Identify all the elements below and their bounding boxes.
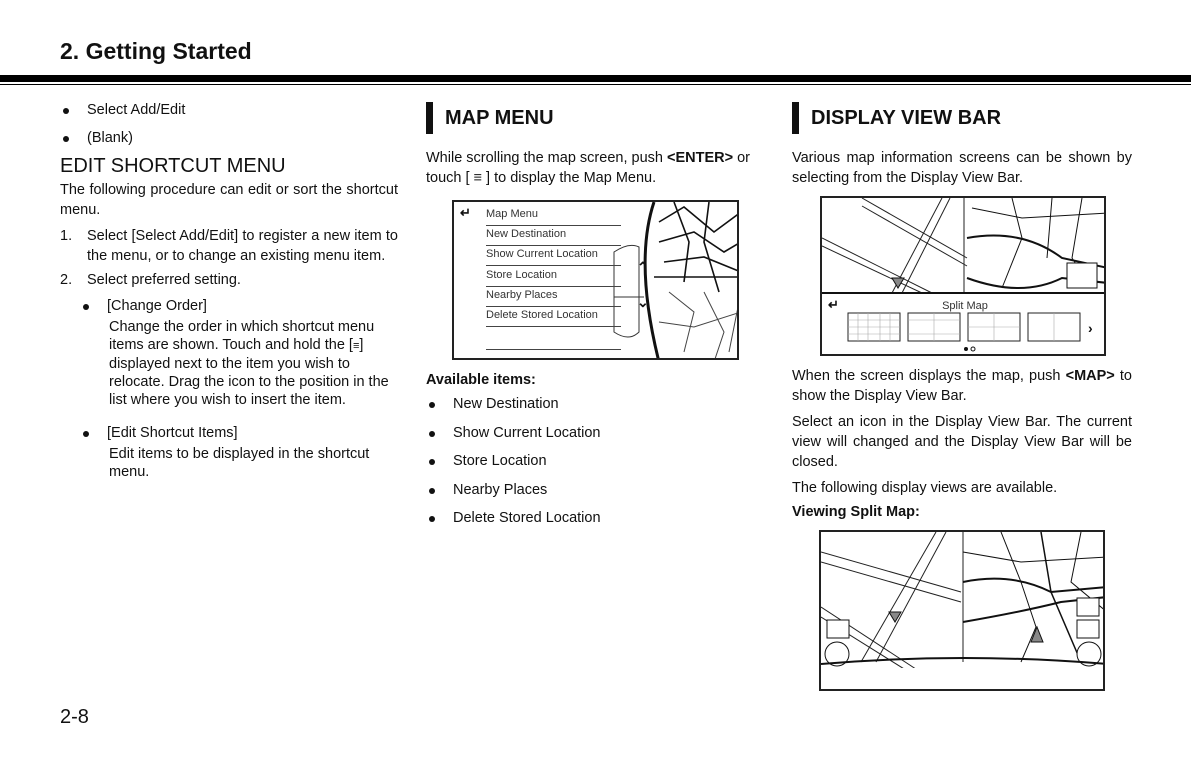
list-item: Delete Stored Location xyxy=(426,508,766,528)
page-number: 2-8 xyxy=(60,706,89,728)
section-title xyxy=(792,102,1132,134)
list-item: Select Add/Edit xyxy=(60,100,398,120)
list-handle-icon: ≡ xyxy=(352,340,360,352)
desc-text: Change the order in which shortcut menu items are shown. Touch and hold the [ xyxy=(109,319,375,353)
list-item: Nearby Places xyxy=(426,480,766,500)
header-rule xyxy=(0,75,1191,82)
paragraph xyxy=(792,366,1132,406)
split-map-screen xyxy=(819,530,1105,691)
title-marker xyxy=(426,102,433,134)
key-label: <ENTER> xyxy=(666,150,734,166)
middle-column xyxy=(426,100,766,536)
right-column xyxy=(792,100,1132,691)
step xyxy=(60,270,398,290)
bar-title: Split Map xyxy=(942,300,988,312)
menu-item: Delete Stored Location xyxy=(486,306,621,327)
back-icon: ↵ xyxy=(460,205,471,220)
paragraph: The following display views are available. xyxy=(792,480,1058,496)
menu-item: Store Location xyxy=(486,266,621,287)
intro-text: The following procedure can edit or sort the shortcut menu. xyxy=(60,182,398,218)
map-menu-screen xyxy=(452,200,739,360)
option-desc xyxy=(109,318,398,409)
list-item: Store Location xyxy=(426,451,766,471)
t: to show the Display View Bar. xyxy=(792,368,1132,404)
next-icon: › xyxy=(1088,320,1093,336)
step-number: 2. xyxy=(60,272,73,288)
menu-item-empty xyxy=(486,330,621,350)
sub-heading: Viewing Split Map: xyxy=(792,504,920,520)
t: ] to display the Map Menu. xyxy=(482,170,657,186)
menu-item: New Destination xyxy=(486,225,621,246)
display-view-bar-screen xyxy=(820,196,1106,356)
left-column xyxy=(60,100,398,493)
available-label: Available items: xyxy=(426,372,536,388)
t: While scrolling the map screen, push xyxy=(426,150,667,166)
page-header-title: 2. Getting Started xyxy=(60,38,252,64)
option-desc: Edit items to be displayed in the shortcut menu. xyxy=(109,446,370,480)
paragraph: Select an icon in the Display View Bar. The current view will changed and the Display View Bar will be closed. xyxy=(792,414,1132,470)
menu-icon: ≡ xyxy=(473,170,483,186)
menu-item: Show Current Location xyxy=(486,245,621,266)
section-title xyxy=(426,102,766,134)
intro-text xyxy=(426,148,766,188)
list-item: Show Current Location xyxy=(426,423,766,443)
split-map xyxy=(821,532,1105,691)
title-text: MAP MENU xyxy=(445,107,554,129)
intro-text: Various map information screens can be shown by selecting from the Display View Bar. xyxy=(792,150,1132,186)
list-item: New Destination xyxy=(426,394,766,414)
screen-title: Map Menu xyxy=(486,205,621,226)
title-marker xyxy=(792,102,799,134)
split-map xyxy=(822,198,1106,356)
t: When the screen displays the map, push xyxy=(792,368,1066,384)
desc-text: ] displayed next to the item you wish to relocate. Drag the icon to the position in the list where you wish to insert the item. xyxy=(109,337,389,408)
step xyxy=(60,226,398,266)
list-item: (Blank) xyxy=(60,128,398,148)
header-rule-thin xyxy=(0,84,1191,85)
section-heading: EDIT SHORTCUT MENU xyxy=(60,155,286,177)
scroll-up-icon: ⌃ xyxy=(637,259,649,275)
key-label: <MAP> xyxy=(1065,368,1115,384)
step-number: 1. xyxy=(60,228,73,244)
option-label: [Edit Shortcut Items] xyxy=(80,423,398,443)
menu-item: Nearby Places xyxy=(486,286,621,307)
back-icon: ↵ xyxy=(828,297,839,312)
step-text: Select [Select Add/Edit] to register a new item to the menu, or to change an existing menu item. xyxy=(87,228,398,264)
title-text: DISPLAY VIEW BAR xyxy=(811,107,1002,129)
option-label: [Change Order] xyxy=(80,296,398,316)
t: or touch [ xyxy=(426,150,750,186)
scroll-down-icon: ⌄ xyxy=(637,294,649,310)
step-text: Select preferred setting. xyxy=(87,272,241,288)
